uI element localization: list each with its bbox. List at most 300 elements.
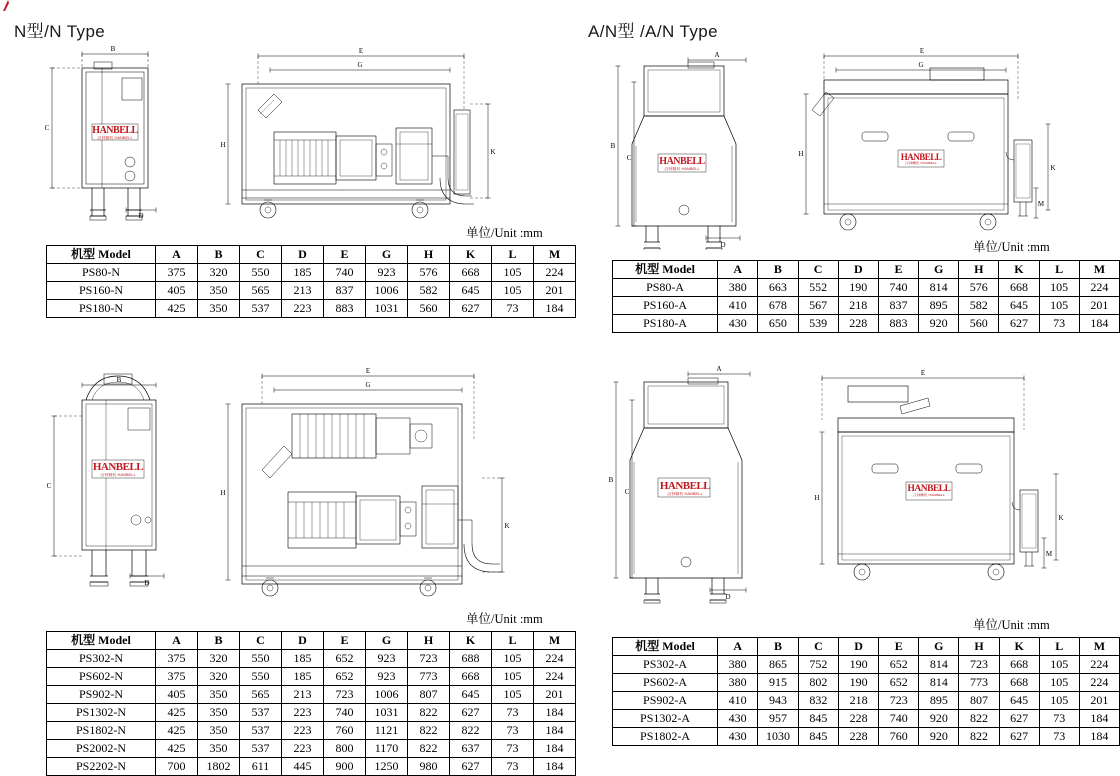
table-row [47, 686, 576, 704]
cell-model: PS302-N [47, 650, 156, 668]
cell: 224 [1079, 674, 1119, 692]
cell: 185 [282, 650, 324, 668]
cell: 637 [450, 740, 492, 758]
svg-text:K: K [490, 148, 496, 156]
cell-model: PS160-A [613, 297, 718, 315]
cell: 1030 [758, 728, 799, 746]
brand-logo-sub: 汉钟精机 HANBELL [100, 472, 136, 477]
cell: 320 [198, 264, 240, 282]
col-header: 机型 Model [613, 638, 718, 656]
cell: 184 [534, 300, 576, 318]
cell: 740 [878, 279, 918, 297]
cell: 652 [324, 650, 366, 668]
col-header: E [878, 261, 918, 279]
brand-logo-name: HANBELL [92, 124, 138, 136]
cell: 228 [839, 728, 879, 746]
col-header: C [240, 246, 282, 264]
cell: 822 [450, 722, 492, 740]
cell: 380 [718, 279, 758, 297]
cell: 537 [240, 300, 282, 318]
cell: 223 [282, 704, 324, 722]
cell: 350 [198, 300, 240, 318]
cell: 845 [798, 728, 838, 746]
cell: 923 [366, 650, 408, 668]
col-header: G [366, 246, 408, 264]
svg-text:E: E [920, 369, 926, 377]
cell: 663 [758, 279, 798, 297]
cell: 1121 [366, 722, 408, 740]
col-header: M [1079, 638, 1119, 656]
cell: 105 [492, 282, 534, 300]
cell: 560 [408, 300, 450, 318]
col-header: G [919, 261, 959, 279]
cell: 201 [534, 282, 576, 300]
cell: 668 [999, 674, 1039, 692]
cell: 1031 [366, 300, 408, 318]
col-header: A [718, 638, 758, 656]
unit-note-n-top: 单位/Unit :mm [466, 226, 543, 240]
col-header: L [1039, 638, 1079, 656]
cell: 184 [1079, 315, 1119, 333]
cell: 224 [534, 650, 576, 668]
col-header: G [919, 638, 959, 656]
cell: 822 [408, 722, 450, 740]
cell: 425 [156, 300, 198, 318]
cell: 627 [999, 315, 1039, 333]
svg-text:A: A [714, 51, 720, 59]
cell: 73 [492, 704, 534, 722]
cell: 425 [156, 722, 198, 740]
cell-model: PS180-N [47, 300, 156, 318]
cell: 611 [240, 758, 282, 776]
cell: 201 [1079, 297, 1119, 315]
cell: 943 [758, 692, 799, 710]
cell: 105 [492, 264, 534, 282]
col-header: H [408, 246, 450, 264]
cell: 190 [839, 656, 879, 674]
brand-logo-name: HANBELL [659, 155, 705, 167]
cell: 814 [919, 674, 959, 692]
cell: 627 [450, 704, 492, 722]
cell: 430 [718, 710, 758, 728]
col-header: D [282, 246, 324, 264]
cell: 645 [999, 692, 1039, 710]
cell: 105 [1039, 279, 1079, 297]
cell: 802 [798, 674, 838, 692]
drawing-an-top [600, 40, 1100, 250]
brand-logo-sub: 汉钟精机 HANBELL [97, 135, 133, 140]
cell: 73 [1039, 315, 1079, 333]
cell: 375 [156, 668, 198, 686]
svg-text:C: C [626, 154, 632, 162]
cell: 837 [324, 282, 366, 300]
cell-model: PS602-A [613, 674, 718, 692]
cell-model: PS1802-N [47, 722, 156, 740]
cell: 410 [718, 692, 758, 710]
corner-mark-icon [2, 0, 16, 12]
cell-model: PS180-A [613, 315, 718, 333]
cell: 668 [999, 279, 1039, 297]
cell: 73 [492, 740, 534, 758]
cell: 920 [919, 710, 959, 728]
cell: 539 [798, 315, 838, 333]
cell: 807 [959, 692, 999, 710]
col-header: 机型 Model [613, 261, 718, 279]
cell: 740 [324, 704, 366, 722]
cell: 980 [408, 758, 450, 776]
cell: 832 [798, 692, 838, 710]
cell: 723 [408, 650, 450, 668]
table-header-row [47, 632, 576, 650]
cell: 105 [1039, 297, 1079, 315]
col-header: 机型 Model [47, 246, 156, 264]
cell: 537 [240, 740, 282, 758]
cell: 185 [282, 668, 324, 686]
svg-text:B: B [110, 45, 116, 53]
svg-text:E: E [365, 367, 371, 375]
cell: 224 [1079, 279, 1119, 297]
table-row [613, 315, 1120, 333]
cell: 723 [959, 656, 999, 674]
cell: 740 [324, 264, 366, 282]
cell: 668 [450, 668, 492, 686]
table-row [613, 674, 1120, 692]
brand-logo-name: HANBELL [92, 461, 144, 473]
cell: 184 [534, 758, 576, 776]
cell: 957 [758, 710, 799, 728]
cell: 923 [366, 668, 408, 686]
svg-text:D: D [725, 593, 731, 601]
cell: 627 [999, 728, 1039, 746]
cell: 1170 [366, 740, 408, 758]
col-header: D [839, 638, 879, 656]
cell: 380 [718, 656, 758, 674]
cell: 752 [798, 656, 838, 674]
cell: 1006 [366, 686, 408, 704]
cell-model: PS2202-N [47, 758, 156, 776]
col-header: K [999, 261, 1039, 279]
cell: 190 [838, 279, 878, 297]
cell: 405 [156, 686, 198, 704]
col-header: B [758, 638, 799, 656]
cell: 430 [718, 728, 758, 746]
cell-model: PS2002-N [47, 740, 156, 758]
svg-text:C: C [624, 488, 630, 496]
cell: 350 [198, 740, 240, 758]
cell: 920 [919, 315, 959, 333]
svg-text:K: K [1058, 514, 1064, 522]
cell: 627 [999, 710, 1039, 728]
cell: 105 [492, 668, 534, 686]
cell: 560 [959, 315, 999, 333]
col-header: D [838, 261, 878, 279]
col-header: H [959, 261, 999, 279]
cell: 652 [879, 674, 919, 692]
cell: 105 [492, 686, 534, 704]
cell: 652 [324, 668, 366, 686]
cell: 228 [838, 315, 878, 333]
cell: 565 [240, 282, 282, 300]
cell: 837 [878, 297, 918, 315]
col-header: B [198, 246, 240, 264]
cell: 201 [1079, 692, 1119, 710]
cell: 350 [198, 282, 240, 300]
table-row [47, 264, 576, 282]
col-header: H [408, 632, 450, 650]
unit-note-an-top: 单位/Unit :mm [973, 240, 1050, 254]
cell: 1250 [366, 758, 408, 776]
cell: 582 [408, 282, 450, 300]
col-header: C [798, 638, 838, 656]
cell: 645 [450, 686, 492, 704]
cell: 760 [324, 722, 366, 740]
cell: 380 [718, 674, 758, 692]
svg-text:K: K [504, 522, 510, 530]
cell: 567 [798, 297, 838, 315]
cell: 550 [240, 264, 282, 282]
col-header: A [156, 632, 198, 650]
cell: 425 [156, 704, 198, 722]
cell: 320 [198, 650, 240, 668]
svg-text:B: B [610, 142, 616, 150]
svg-text:B: B [608, 476, 614, 484]
svg-text:K: K [1050, 164, 1056, 172]
cell: 800 [324, 740, 366, 758]
col-header: E [879, 638, 919, 656]
svg-text:H: H [814, 494, 820, 502]
svg-text:E: E [358, 47, 364, 55]
col-header: B [198, 632, 240, 650]
col-header: K [450, 632, 492, 650]
cell: 576 [959, 279, 999, 297]
cell: 668 [999, 656, 1039, 674]
cell: 223 [282, 722, 324, 740]
col-header: G [366, 632, 408, 650]
svg-text:H: H [220, 141, 226, 149]
col-header: K [999, 638, 1039, 656]
cell: 627 [450, 300, 492, 318]
cell: 760 [879, 728, 919, 746]
cell: 900 [324, 758, 366, 776]
cell: 723 [879, 692, 919, 710]
col-header: A [156, 246, 198, 264]
svg-text:D: D [720, 241, 726, 249]
svg-text:E: E [919, 47, 925, 55]
col-header: C [240, 632, 282, 650]
drawing-n-bottom [30, 360, 530, 610]
table-row [47, 722, 576, 740]
cell: 224 [534, 668, 576, 686]
table-row [47, 282, 576, 300]
cell: 773 [959, 674, 999, 692]
table-row [47, 668, 576, 686]
cell: 105 [492, 650, 534, 668]
cell: 645 [999, 297, 1039, 315]
col-header: C [798, 261, 838, 279]
cell: 223 [282, 300, 324, 318]
col-header: B [758, 261, 798, 279]
cell: 320 [198, 668, 240, 686]
cell: 350 [198, 686, 240, 704]
cell: 895 [919, 297, 959, 315]
cell: 184 [534, 740, 576, 758]
cell: 537 [240, 722, 282, 740]
col-header: 机型 Model [47, 632, 156, 650]
cell: 228 [839, 710, 879, 728]
cell: 814 [919, 656, 959, 674]
brand-logo [92, 460, 144, 479]
cell: 73 [492, 300, 534, 318]
cell: 920 [919, 728, 959, 746]
svg-text:G: G [918, 61, 924, 69]
cell: 822 [408, 704, 450, 722]
brand-logo-name: HANBELL [659, 480, 711, 492]
cell: 430 [718, 315, 758, 333]
cell: 425 [156, 740, 198, 758]
spec-table-an-top [612, 260, 1120, 333]
cell: 883 [324, 300, 366, 318]
brand-logo-sub: 汉钟精机 HANBELL [667, 491, 703, 496]
brand-logo-name: HANBELL [900, 151, 942, 162]
cell: 184 [534, 704, 576, 722]
cell: 550 [240, 650, 282, 668]
cell: 537 [240, 704, 282, 722]
svg-text:C: C [46, 482, 52, 490]
brand-logo-sub: 汉钟精机 HANBELL [905, 161, 937, 165]
brand-logo [907, 483, 951, 500]
cell: 350 [198, 722, 240, 740]
col-header: E [324, 632, 366, 650]
cell: 565 [240, 686, 282, 704]
cell: 184 [1079, 710, 1119, 728]
cell: 822 [959, 710, 999, 728]
svg-text:G: G [365, 381, 371, 389]
cell: 814 [919, 279, 959, 297]
unit-note-an-bottom: 单位/Unit :mm [973, 618, 1050, 632]
svg-text:M: M [1037, 200, 1045, 208]
cell: 1031 [366, 704, 408, 722]
cell: 213 [282, 686, 324, 704]
col-header: M [1079, 261, 1119, 279]
cell: 688 [450, 650, 492, 668]
col-header: L [492, 246, 534, 264]
cell: 185 [282, 264, 324, 282]
cell: 105 [1039, 692, 1079, 710]
cell: 213 [282, 282, 324, 300]
cell-model: PS1302-N [47, 704, 156, 722]
cell: 184 [534, 722, 576, 740]
cell: 883 [878, 315, 918, 333]
unit-note-n-bottom: 单位/Unit :mm [466, 612, 543, 626]
cell: 350 [198, 704, 240, 722]
cell-model: PS80-A [613, 279, 718, 297]
col-header: E [324, 246, 366, 264]
cell: 105 [1039, 656, 1079, 674]
section-title-an-type: A/N型 /A/N Type [588, 22, 718, 41]
cell: 223 [282, 740, 324, 758]
cell: 73 [1039, 728, 1079, 746]
cell: 915 [758, 674, 799, 692]
cell: 73 [492, 758, 534, 776]
col-header: M [534, 632, 576, 650]
cell: 923 [366, 264, 408, 282]
cell: 552 [798, 279, 838, 297]
brand-logo [899, 151, 943, 167]
svg-text:C: C [44, 124, 50, 132]
brand-logo-sub: 汉钟精机 HANBELL [664, 166, 700, 171]
table-row [613, 656, 1120, 674]
cell: 224 [1079, 656, 1119, 674]
table-header-row [47, 246, 576, 264]
cell: 73 [1039, 710, 1079, 728]
cell-model: PS1302-A [613, 710, 718, 728]
col-header: A [718, 261, 758, 279]
cell: 822 [408, 740, 450, 758]
cell: 582 [959, 297, 999, 315]
svg-text:D: D [138, 212, 144, 220]
cell: 822 [959, 728, 999, 746]
spec-table-an-bottom [612, 637, 1120, 746]
brand-logo [659, 155, 705, 172]
cell: 576 [408, 264, 450, 282]
cell: 375 [156, 650, 198, 668]
brand-logo-sub: 汉钟精机 HANBELL [913, 494, 945, 498]
cell-model: PS902-A [613, 692, 718, 710]
cell: 773 [408, 668, 450, 686]
cell-model: PS80-N [47, 264, 156, 282]
col-header: D [282, 632, 324, 650]
cell: 218 [839, 692, 879, 710]
svg-text:D: D [144, 579, 150, 587]
cell: 1006 [366, 282, 408, 300]
table-row [47, 758, 576, 776]
cell: 740 [879, 710, 919, 728]
col-header: K [450, 246, 492, 264]
cell: 375 [156, 264, 198, 282]
table-row [613, 728, 1120, 746]
svg-text:A: A [716, 365, 722, 373]
cell: 184 [1079, 728, 1119, 746]
table-row [613, 692, 1120, 710]
table-row [47, 704, 576, 722]
cell: 405 [156, 282, 198, 300]
table-row [613, 297, 1120, 315]
cell: 700 [156, 758, 198, 776]
spec-table-n-top [46, 245, 576, 318]
cell: 201 [534, 686, 576, 704]
section-title-n-type: N型/N Type [14, 22, 106, 41]
cell: 807 [408, 686, 450, 704]
cell: 218 [838, 297, 878, 315]
cell: 650 [758, 315, 798, 333]
cell: 845 [798, 710, 838, 728]
cell: 1802 [198, 758, 240, 776]
cell: 73 [492, 722, 534, 740]
cell-model: PS602-N [47, 668, 156, 686]
table-row [47, 740, 576, 758]
cell: 723 [324, 686, 366, 704]
table-row [613, 279, 1120, 297]
col-header: M [534, 246, 576, 264]
cell-model: PS1802-A [613, 728, 718, 746]
cell: 627 [450, 758, 492, 776]
cell: 895 [919, 692, 959, 710]
cell: 410 [718, 297, 758, 315]
svg-text:G: G [357, 61, 363, 69]
cell: 645 [450, 282, 492, 300]
cell-model: PS902-N [47, 686, 156, 704]
table-row [613, 710, 1120, 728]
